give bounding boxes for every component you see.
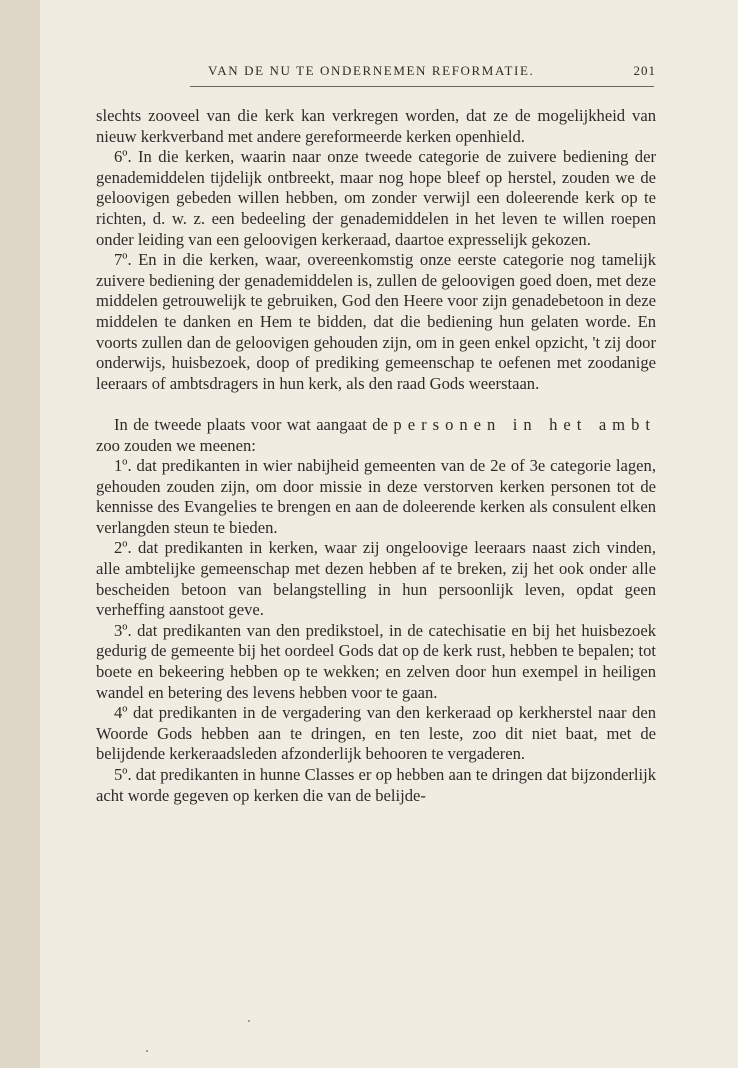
paragraph-item-2: 2º. dat predikanten in kerken, waar zij ongeloovige leeraars naast zich vinden, alle ambtelijke gemeenschap met dezen hebben af te breken, zij het ook onder alle bescheiden betoon van belangstelling in hun persoonlijk leven, opdat geen verheffing aanstoot geve. [96,538,656,620]
paragraph-item-4: 4º dat predikanten in de vergadering van den kerkeraad op kerkherstel naar den Woorde Gods hebben aan te dringen, en ten leste, zoo dit niet baat, met de belijdende kerkeraadsleden afzonderlijk behooren te vergaderen. [96,703,656,764]
paragraph-item-7: 7º. En in die kerken, waar, overeenkomstig onze eerste categorie nog tamelijk zuivere bediening der genademiddelen is, zullen de geloovigen goed doen, met deze middelen getrouwelijk te gebruiken, God den Heere voor zijn genadebetoon in deze middelen te danken en Hem te bidden, dat die bediening hun gelaten worde. En voorts zullen dan de geloovigen gehouden zijn, om in geen enkel opzicht, 't zij door onderwijs, huisbezoek, doop of prediking gemeenschap te oefenen met zoodanige leeraars of ambtsdragers in hun kerk, als den raad Gods weerstaan. [96,250,656,393]
paragraph-persons-intro [96,415,656,456]
emphasized-phrase: personen in het ambt [393,414,657,434]
header-rule [190,86,654,87]
page-number: 201 [633,63,656,78]
running-title: VAN DE NU TE ONDERNEMEN REFORMATIE. [208,63,535,78]
paper-speck [146,1050,148,1052]
page-edge-shadow [0,0,40,1068]
intro-text-after: zoo zouden we meenen: [96,435,256,455]
section-gap [96,394,656,415]
body-text [96,106,656,806]
paragraph-item-5: 5º. dat predikanten in hunne Classes er op hebben aan te dringen dat bijzonderlijk acht worde gegeven op kerken die van de belijde- [96,765,656,805]
intro-text-before: In de tweede plaats voor wat aangaat de [114,414,388,434]
paper-speck [248,1020,250,1022]
paragraph-item-1: 1º. dat predikanten in wier nabijheid gemeenten van de 2e of 3e categorie lagen, gehouden zouden zijn, om door missie in deze verstorven kerken personen tot de kennisse des Evangelies te brengen en aan de doleerende kerken als consulent elken verlangden steun te bieden. [96,456,656,537]
paragraph-item-6: 6º. In die kerken, waarin naar onze tweede categorie de zuivere bediening der genademiddelen tijdelijk ontbreekt, maar nog hope bleef op herstel, zouden we de geloovigen gebeden willen hebben, om zonder verwijl een doleerende kerk op te richten, d. w. z. een bedeeling der genademiddelen in het leven te willen roepen onder leiding van een geloovigen kerkeraad, daartoe expresselijk gekozen. [96,147,656,249]
paragraph-item-3: 3º. dat predikanten van den predikstoel, in de catechisatie en bij het huisbezoek gedurig de gemeente bij het oordeel Gods dat op de kerk rust, hebben te bepalen; tot boete en bekeering hebben op te wekken; en zelven door hun exempel in heiligen wandel en betering des levens hebben voor te gaan. [96,620,656,702]
paragraph-continuation: slechts zooveel van die kerk kan verkregen worden, dat ze de mogelijkheid van nieuw kerkverband met andere gereformeerde kerken openhield. [96,106,656,146]
